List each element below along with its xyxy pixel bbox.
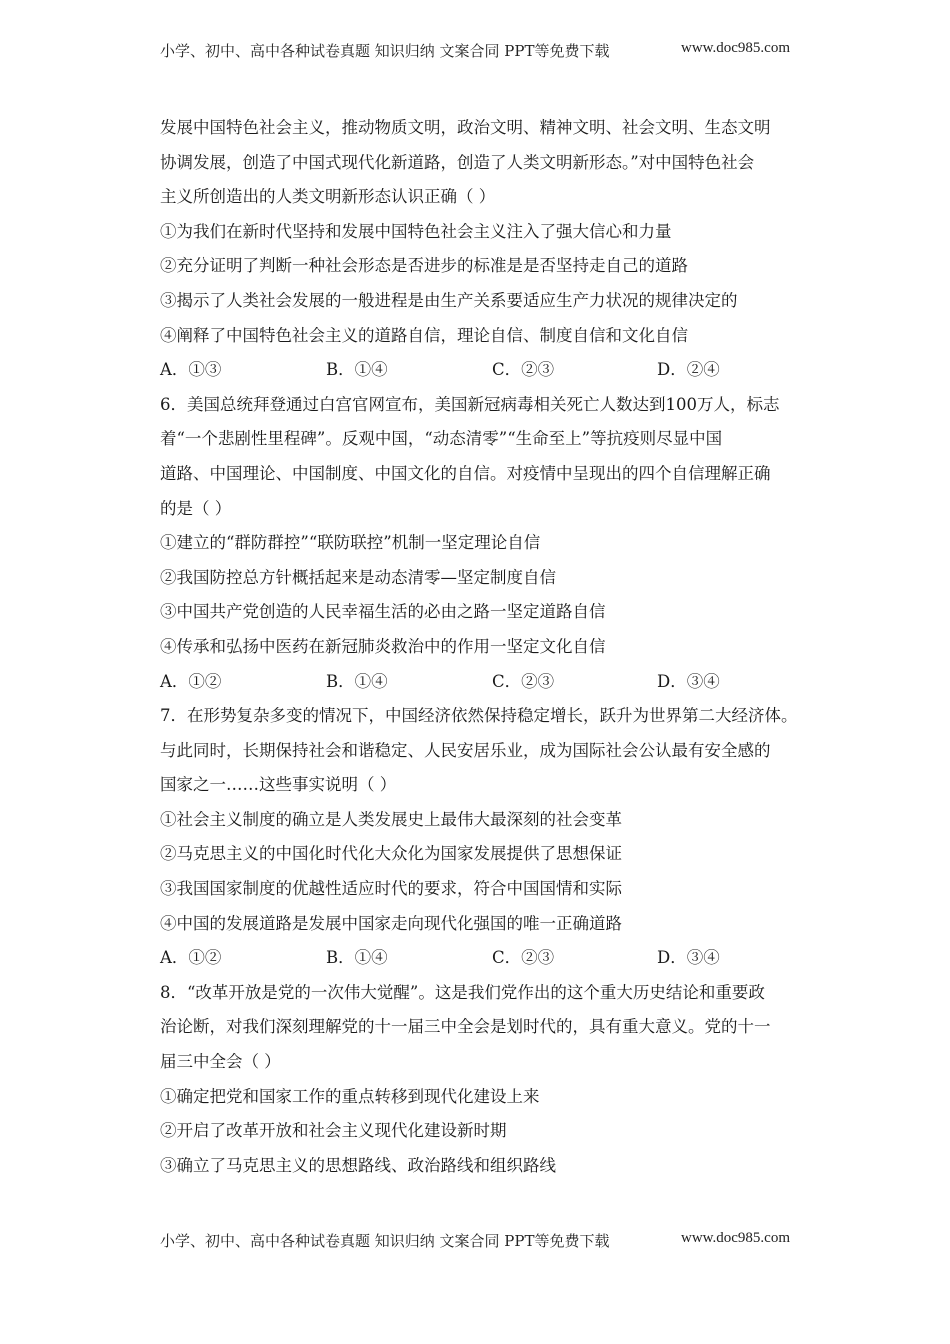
statement-item: ①为我们在新时代坚持和发展中国特色社会主义注入了强大信心和力量 (160, 221, 672, 241)
question-stem-line: 与此同时，长期保持社会和谐稳定、人民安居乐业，成为国际社会公认最有安全感的 (160, 740, 771, 760)
question-stem-line: 的是（ ） (160, 498, 232, 518)
option-b: B．①④ (326, 360, 388, 380)
question-8 (160, 981, 800, 1189)
question-stem-line: 主义所创造出的人类文明新形态认识正确（ ） (160, 187, 496, 207)
statement-item: ④传承和弘扬中医药在新冠肺炎救治中的作用一坚定文化自信 (160, 636, 606, 656)
question-6 (160, 393, 800, 704)
option-d: D．③④ (657, 671, 720, 691)
statement-item: ①确定把党和国家工作的重点转移到现代化建设上来 (160, 1086, 540, 1106)
question-stem-line: 协调发展，创造了中国式现代化新道路，创造了人类文明新形态。”对中国特色社会 (160, 152, 755, 172)
footer-site-url[interactable]: www.doc985.com (680, 1230, 790, 1246)
statement-item: ③揭示了人类社会发展的一般进程是由生产关系要适应生产力状况的规律决定的 (160, 290, 738, 310)
footer-promo-text: 小学、初中、高中各种试卷真题 知识归纳 文案合同 PPT等免费下载 (160, 1232, 610, 1250)
option-b: B．①④ (326, 948, 388, 968)
statement-item: ③中国共产党创造的人民幸福生活的必由之路一坚定道路自信 (160, 602, 606, 622)
answer-options (160, 946, 800, 981)
statement-item: ①社会主义制度的确立是人类发展史上最伟大最深刻的社会变革 (160, 809, 622, 829)
option-d: D．②④ (657, 360, 720, 380)
statement-item: ④中国的发展道路是发展中国家走向现代化强国的唯一正确道路 (160, 913, 622, 933)
statement-item: ②充分证明了判断一种社会形态是否进步的标准是是否坚持走自己的道路 (160, 256, 688, 276)
header-site-url[interactable]: www.doc985.com (680, 40, 790, 56)
question-stem-line: 7．在形势复杂多变的情况下，中国经济依然保持稳定增长，跃升为世界第二大经济体。 (160, 706, 798, 726)
option-b: B．①④ (326, 671, 388, 691)
statement-item: ②马克思主义的中国化时代化大众化为国家发展提供了思想保证 (160, 844, 622, 864)
option-d: D．③④ (657, 948, 720, 968)
statement-item: ④阐释了中国特色社会主义的道路自信，理论自信、制度自信和文化自信 (160, 325, 688, 345)
option-a: A．①③ (160, 360, 222, 380)
statement-item: ③确立了马克思主义的思想路线、政治路线和组织路线 (160, 1155, 556, 1175)
option-c: C．②③ (492, 948, 555, 968)
question-stem-line: 着“一个悲剧性里程碑”。反观中国，“动态清零”“生命至上”等抗疫则尽显中国 (160, 429, 723, 449)
statement-item: ②开启了改革开放和社会主义现代化建设新时期 (160, 1121, 507, 1141)
option-c: C．②③ (492, 671, 555, 691)
statement-item: ③我国国家制度的优越性适应时代的要求，符合中国国情和实际 (160, 879, 622, 899)
statement-item: ②我国防控总方针概括起来是动态清零—坚定制度自信 (160, 567, 556, 587)
answer-options (160, 670, 800, 705)
option-a: A．①② (160, 671, 222, 691)
question-stem-line: 国家之一……这些事实说明（ ） (160, 775, 397, 795)
question-stem-line: 治论断，对我们深刻理解党的十一届三中全会是划时代的，具有重大意义。党的十一 (160, 1017, 771, 1037)
option-c: C．②③ (492, 360, 555, 380)
question-5 (160, 116, 800, 393)
question-stem-line: 8．“改革开放是党的一次伟大觉醒”。这是我们党作出的这个重大历史结论和重要政 (160, 982, 765, 1002)
question-stem-line: 届三中全会（ ） (160, 1052, 281, 1072)
header-promo-text: 小学、初中、高中各种试卷真题 知识归纳 文案合同 PPT等免费下载 (160, 42, 610, 60)
question-stem-line: 6．美国总统拜登通过白宫官网宣布，美国新冠病毒相关死亡人数达到100万人，标志 (160, 394, 780, 414)
exam-content (160, 116, 800, 1188)
question-7 (160, 704, 800, 981)
answer-options (160, 358, 800, 393)
statement-item: ①建立的“群防群控”“联防联控”机制一坚定理论自信 (160, 533, 541, 553)
option-a: A．①② (160, 948, 222, 968)
question-stem-line: 道路、中国理论、中国制度、中国文化的自信。对疫情中呈现出的四个自信理解正确 (160, 463, 771, 483)
question-stem-line: 发展中国特色社会主义，推动物质文明，政治文明、精神文明、社会文明、生态文明 (160, 118, 771, 137)
